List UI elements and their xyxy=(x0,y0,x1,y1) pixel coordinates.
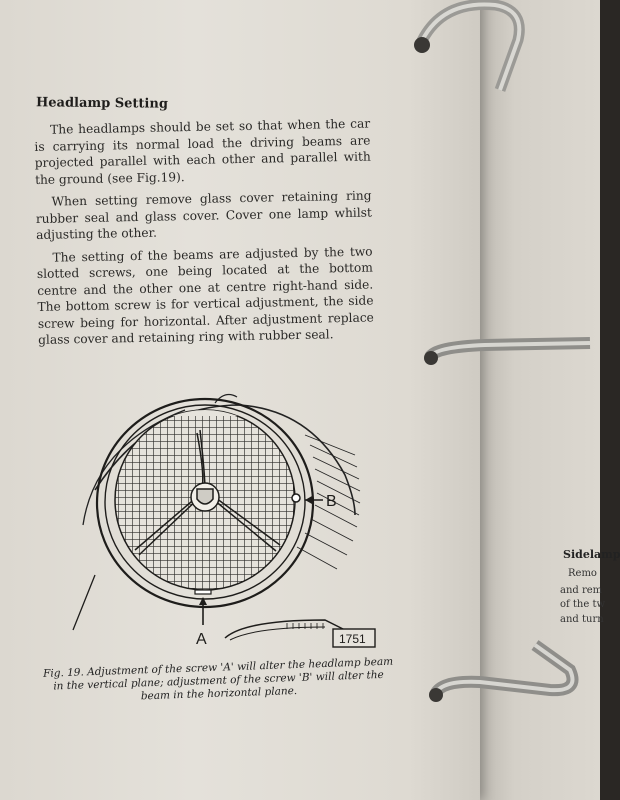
figure-code: 1751 xyxy=(339,632,366,646)
paragraph: The setting of the beams are adjusted by the two slotted screws, one being located at the bottom centre and the other one at centre right-hand side. The bottom screw is for vertical adjustment, the side screw being for horizontal. After adjustment replace glass cover and retaining ring with rubber seal. xyxy=(36,244,374,347)
right-page-line: and rem xyxy=(560,585,603,596)
binder-ring-top xyxy=(400,0,540,110)
binder-ring-bottom xyxy=(420,640,600,730)
paragraph: When setting remove glass cover retaining ring rubber seal and glass cover. Cover one lamp whilst adjusting the other. xyxy=(35,188,372,242)
screw-b xyxy=(292,494,300,502)
right-page-line: of the tw xyxy=(560,599,606,610)
label-b: B xyxy=(326,493,337,510)
paragraph: The headlamps should be set so that when the car is carrying its normal load the driving beams are projected parallel with each other and parallel with the ground (see Fig.19). xyxy=(34,116,371,187)
right-page-line: Remo xyxy=(568,568,597,579)
section-heading: Headlamp Setting xyxy=(35,95,169,112)
label-a: A xyxy=(196,631,207,648)
section-body xyxy=(34,116,374,355)
screw-a xyxy=(195,590,211,594)
binder-ring-middle xyxy=(415,325,595,385)
figure-caption: Fig. 19. Adjustment of the screw 'A' will alter the headlamp beam in the vertical plane; adjustment of the screw 'B' will alter the beam in the horizontal plane. xyxy=(42,655,394,703)
headlamp-illustration xyxy=(55,385,385,650)
right-page-heading: Sidelamp xyxy=(563,548,620,561)
right-page-line: and turn xyxy=(560,614,604,625)
